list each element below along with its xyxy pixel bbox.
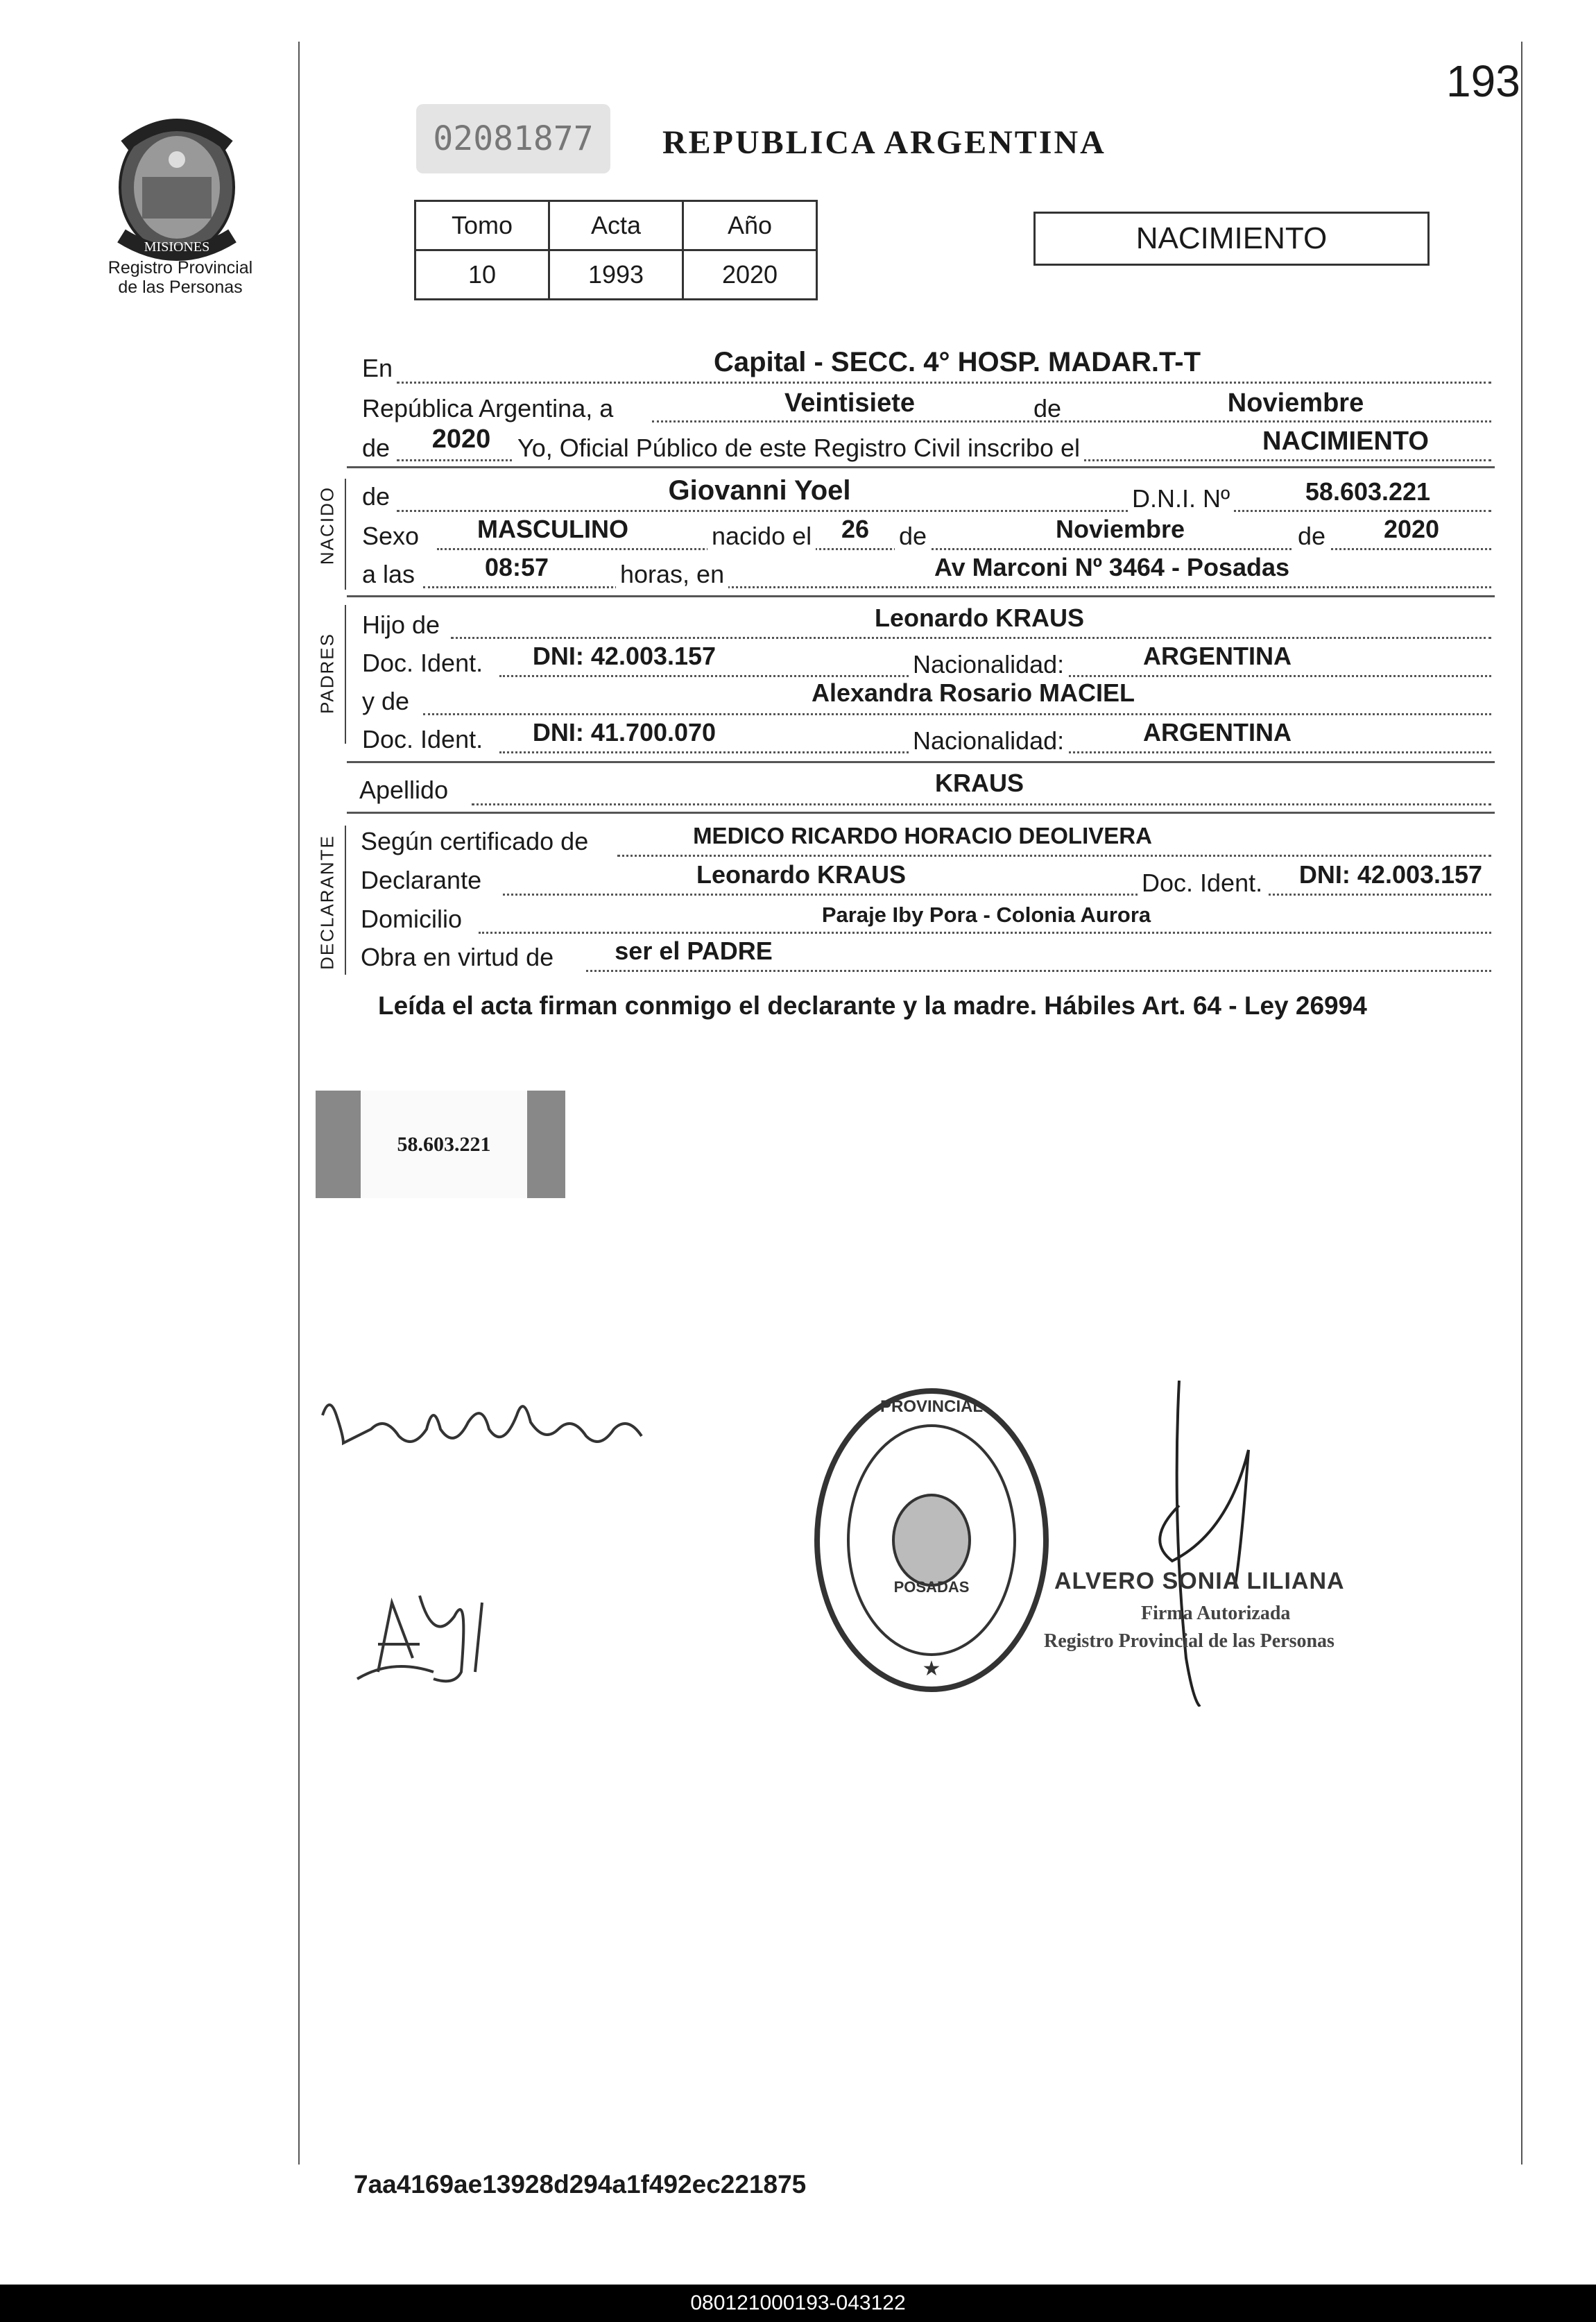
dotted-line xyxy=(652,420,1491,422)
sexo-label: Sexo xyxy=(362,522,420,550)
document-title: REPUBLICA ARGENTINA xyxy=(662,124,1106,161)
obra-value: ser el PADRE xyxy=(615,937,773,965)
padres-section-label: PADRES xyxy=(316,633,338,714)
footer-code-bar: 080121000193-043122 xyxy=(0,2285,1596,2322)
official-role: Firma Autorizada xyxy=(1141,1603,1291,1624)
dni-label: D.N.I. Nº xyxy=(1129,484,1233,513)
dotted-line xyxy=(397,382,1491,384)
declarante-bracket xyxy=(345,826,346,975)
alas-label: a las xyxy=(362,560,415,588)
declarante-label: Declarante xyxy=(361,866,482,894)
closing-statement: Leída el acta firman conmigo el declarante y la madre. Hábiles Art. 64 - Ley 26994 xyxy=(378,991,1367,1020)
father-doc-label: Doc. Ident. xyxy=(362,649,483,677)
domicilio-label: Domicilio xyxy=(361,905,463,933)
month-value: Noviembre xyxy=(1227,389,1364,418)
page-number: 193 xyxy=(1446,56,1520,106)
declarante-doc-label: Doc. Ident. xyxy=(1138,869,1267,898)
sticker-dni-number: 58.603.221 xyxy=(397,1133,491,1156)
meta-value-anio: 2020 xyxy=(683,250,817,300)
official-organization: Registro Provincial de las Personas xyxy=(1044,1630,1335,1652)
mother-name-value: Alexandra Rosario MACIEL xyxy=(811,678,1135,707)
meta-value-acta: 1993 xyxy=(549,250,683,300)
dotted-line xyxy=(397,510,1491,512)
y-de-label: y de xyxy=(362,687,410,715)
organization-name xyxy=(76,258,284,297)
mother-signature xyxy=(350,1575,489,1693)
child-dni-value: 58.603.221 xyxy=(1305,477,1431,506)
mother-doc-label: Doc. Ident. xyxy=(362,725,483,753)
dotted-line xyxy=(437,548,1491,550)
en-value: Capital - SECC. 4° HOSP. MADAR.T-T xyxy=(713,347,1201,377)
horas-label: horas, en xyxy=(616,560,728,589)
father-doc-value: DNI: 42.003.157 xyxy=(532,642,717,670)
dotted-line xyxy=(617,855,1491,857)
nacido-de-label: de xyxy=(362,482,391,511)
de-label-2: de xyxy=(895,522,931,551)
apellido-value: KRAUS xyxy=(934,769,1024,797)
domicilio-value: Paraje Iby Pora - Colonia Aurora xyxy=(821,903,1151,927)
father-nationality-value: ARGENTINA xyxy=(1143,642,1292,670)
official-signature xyxy=(1131,1381,1269,1707)
father-nationality-label: Nacionalidad: xyxy=(909,650,1068,679)
declarante-doc-value: DNI: 42.003.157 xyxy=(1298,860,1483,889)
child-name-value: Giovanni Yoel xyxy=(668,475,851,506)
registry-meta-table xyxy=(414,200,818,300)
misiones-crest-logo xyxy=(104,104,250,264)
year-prefix-label: de xyxy=(362,434,391,462)
nacido-el-label: nacido el xyxy=(707,522,816,551)
document-hash: 7aa4169ae13928d294a1f492ec221875 xyxy=(354,2170,807,2199)
section-rule xyxy=(347,761,1495,763)
birth-place-value: Av Marconi Nº 3464 - Posadas xyxy=(934,553,1290,581)
organization-line-2: de las Personas xyxy=(118,278,243,297)
apellido-label: Apellido xyxy=(359,776,449,804)
official-text: Yo, Oficial Público de este Registro Civil inscribo el xyxy=(513,434,1084,463)
dotted-line xyxy=(451,637,1491,639)
nacido-section-label: NACIDO xyxy=(316,486,338,565)
obra-label: Obra en virtud de xyxy=(361,943,554,971)
father-name-value: Leonardo KRAUS xyxy=(874,604,1085,632)
official-name: ALVERO SONIA LILIANA xyxy=(1054,1568,1345,1594)
nacido-bracket xyxy=(345,479,346,590)
declarante-section-label: DECLARANTE xyxy=(316,835,338,970)
svg-text:★: ★ xyxy=(922,1657,941,1680)
dotted-line xyxy=(423,586,1491,588)
dotted-line xyxy=(472,803,1491,805)
de-label: de xyxy=(1033,394,1062,422)
serial-number: 02081877 xyxy=(416,104,610,173)
organization-line-1: Registro Provincial xyxy=(108,258,253,278)
en-label: En xyxy=(362,354,393,382)
birth-day-value: 26 xyxy=(841,515,870,543)
sticker-pattern-left xyxy=(316,1091,361,1198)
day-value: Veintisiete xyxy=(784,389,915,418)
section-rule xyxy=(347,595,1495,597)
registry-official-stamp xyxy=(810,1384,1053,1696)
dotted-line xyxy=(586,970,1491,972)
dni-label-sticker xyxy=(316,1091,565,1198)
dotted-line xyxy=(479,932,1491,934)
meta-header-acta: Acta xyxy=(549,201,683,250)
birth-month-value: Noviembre xyxy=(1055,515,1185,543)
certificado-label: Según certificado de xyxy=(361,827,589,855)
birth-year-value: 2020 xyxy=(1383,515,1440,543)
record-value: NACIMIENTO xyxy=(1262,427,1429,456)
mother-nationality-label: Nacionalidad: xyxy=(909,726,1068,755)
de-label-3: de xyxy=(1294,522,1330,551)
sticker-pattern-right xyxy=(527,1091,565,1198)
section-rule xyxy=(347,466,1495,468)
left-margin-line xyxy=(298,42,300,2165)
meta-header-anio: Año xyxy=(683,201,817,250)
meta-value-tomo: 10 xyxy=(415,250,549,300)
certificado-value: MEDICO RICARDO HORACIO DEOLIVERA xyxy=(693,823,1152,848)
meta-header-tomo: Tomo xyxy=(415,201,549,250)
svg-text:PROVINCIAL: PROVINCIAL xyxy=(879,1397,984,1416)
mother-doc-value: DNI: 41.700.070 xyxy=(532,718,717,746)
right-margin-line xyxy=(1521,42,1522,2165)
dotted-line xyxy=(503,894,1491,896)
republica-label: República Argentina, a xyxy=(362,394,614,422)
year-value: 2020 xyxy=(431,425,491,454)
mother-nationality-value: ARGENTINA xyxy=(1143,718,1292,746)
section-rule xyxy=(347,812,1495,814)
dotted-line xyxy=(423,713,1491,715)
declarant-signature xyxy=(316,1388,649,1478)
crest-text: MISIONES xyxy=(144,239,210,255)
record-type-box: NACIMIENTO xyxy=(1033,212,1430,266)
hijo-de-label: Hijo de xyxy=(362,611,440,639)
time-value: 08:57 xyxy=(484,553,549,581)
svg-text:POSADAS: POSADAS xyxy=(893,1578,970,1596)
declarante-value: Leonardo KRAUS xyxy=(696,860,907,889)
sexo-value: MASCULINO xyxy=(477,515,628,543)
padres-bracket xyxy=(345,605,346,744)
